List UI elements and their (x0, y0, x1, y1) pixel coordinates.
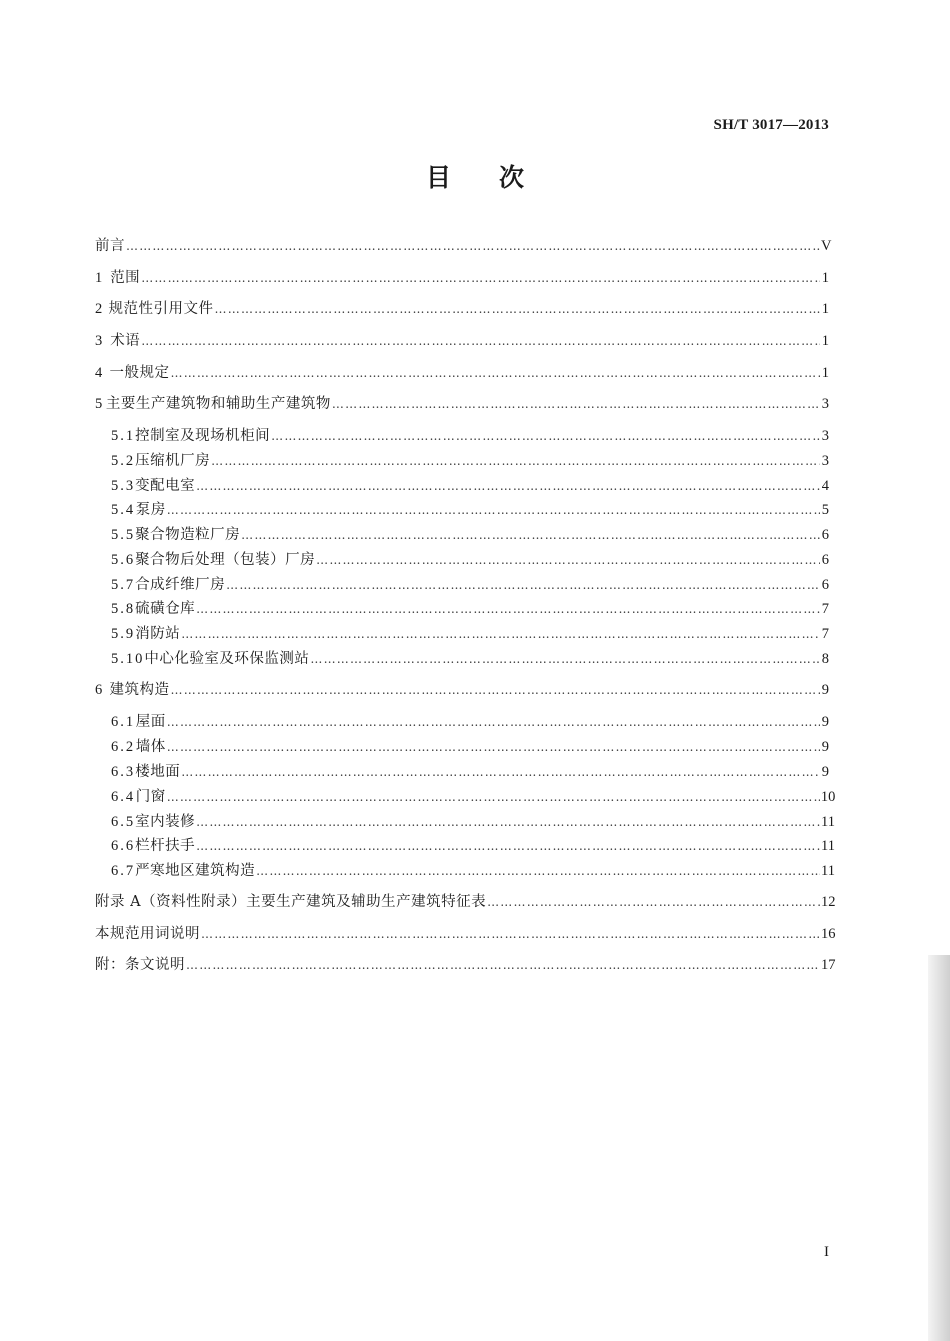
toc-dot-leader (167, 785, 820, 809)
toc-entry-page: 1 (821, 365, 829, 381)
toc-entry-number: 5.8 (111, 601, 136, 617)
toc-entry-number: 1 (95, 270, 103, 286)
toc-entry-page: 9 (821, 714, 829, 730)
toc-entry[interactable] (95, 234, 832, 258)
toc-entry-label: 室内装修 (135, 814, 196, 830)
toc-entry-label: 消防站 (135, 626, 181, 642)
toc-dot-leader (167, 735, 820, 759)
toc-entry-page: 16 (821, 926, 836, 942)
toc-entry-number: 6.3 (111, 764, 136, 780)
page-title: 目次 (425, 163, 572, 192)
toc-dot-leader (196, 474, 820, 498)
toc-entry[interactable] (95, 922, 836, 946)
toc-entry-label: 压缩机厂房 (135, 453, 211, 469)
toc-entry-label: 规范性引用文件 (108, 301, 214, 317)
toc-dot-leader (126, 234, 820, 258)
document-code: SH/T 3017—2013 (713, 117, 829, 133)
toc-dot-leader (186, 953, 820, 977)
toc-entry-label: 前言 (95, 238, 125, 254)
toc-entry-page: 12 (821, 894, 836, 910)
toc-dot-leader (196, 834, 820, 858)
toc-entry-number: 6.1 (111, 714, 136, 730)
toc-entry-page: 17 (821, 957, 836, 973)
toc-entry-number: 6.4 (111, 789, 136, 805)
toc-entry-number: 5.1 (111, 428, 136, 444)
toc-entry[interactable] (111, 785, 836, 809)
toc-entry-label: 门窗 (135, 789, 166, 805)
toc-entry-label: 聚合物后处理（包装）厂房 (135, 552, 316, 568)
toc-entry-number: 5.7 (111, 577, 136, 593)
toc-entry[interactable] (111, 424, 829, 448)
toc-entry-page: 11 (821, 814, 835, 830)
toc-dot-leader (196, 810, 820, 834)
toc-entry-number: 5 (95, 396, 103, 412)
toc-entry-number: 6.6 (111, 838, 136, 854)
toc-entry-label: 楼地面 (135, 764, 181, 780)
toc-entry-number: 6.7 (111, 863, 136, 879)
toc-entry-page: 3 (821, 428, 829, 444)
toc-entry-page: 11 (821, 863, 835, 879)
toc-entry-label: 建筑构造 (109, 682, 170, 698)
toc-dot-leader (211, 449, 820, 473)
toc-entry-page: 8 (821, 651, 829, 667)
toc-entry-label: 一般规定 (109, 365, 170, 381)
toc-entry[interactable] (95, 329, 829, 353)
toc-entry-label: 栏杆扶手 (135, 838, 196, 854)
toc-entry-number: 5.2 (111, 453, 136, 469)
toc-dot-leader (141, 266, 820, 290)
toc-dot-leader (487, 890, 820, 914)
toc-entry[interactable] (95, 890, 836, 914)
toc-dot-leader (241, 523, 820, 547)
toc-entry-label: 范围 (110, 270, 141, 286)
toc-entry-label: 附录 A（资料性附录）主要生产建筑及辅助生产建筑特征表 (95, 894, 487, 910)
toc-entry-number: 4 (95, 365, 103, 381)
toc-entry-label: 严寒地区建筑构造 (135, 863, 256, 879)
toc-entry-page: 9 (821, 739, 829, 755)
toc-dot-leader (171, 361, 820, 385)
toc-entry[interactable] (111, 548, 829, 572)
toc-dot-leader (181, 760, 820, 784)
toc-entry-label: 硫磺仓库 (135, 601, 196, 617)
toc-entry[interactable] (111, 859, 835, 883)
toc-dot-leader (196, 597, 820, 621)
toc-entry-page: 6 (821, 527, 829, 543)
toc-entry[interactable] (111, 735, 829, 759)
toc-dot-leader (171, 678, 820, 702)
toc-entry-number: 5.4 (111, 502, 136, 518)
toc-entry-page: 7 (821, 626, 829, 642)
toc-entry[interactable] (111, 498, 829, 522)
toc-entry-page: V (821, 238, 832, 254)
toc-entry-page: 7 (821, 601, 829, 617)
toc-entry-label: 屋面 (135, 714, 166, 730)
toc-entry[interactable] (111, 573, 829, 597)
toc-entry-page: 6 (821, 577, 829, 593)
toc-entry-label: 合成纤维厂房 (135, 577, 226, 593)
toc-dot-leader (215, 297, 820, 321)
toc-dot-leader (310, 647, 820, 671)
toc-dot-leader (271, 424, 820, 448)
toc-dot-leader (141, 329, 820, 353)
toc-entry-number: 3 (95, 333, 103, 349)
toc-entry[interactable] (95, 392, 829, 416)
toc-dot-leader (256, 859, 820, 883)
toc-dot-leader (181, 622, 820, 646)
toc-entry-number: 5.6 (111, 552, 136, 568)
toc-entry-page: 4 (821, 478, 829, 494)
toc-dot-leader (316, 548, 820, 572)
toc-entry[interactable] (95, 953, 836, 977)
toc-entry[interactable] (111, 523, 829, 547)
toc-entry[interactable] (111, 810, 835, 834)
toc-entry[interactable] (111, 760, 829, 784)
toc-entry-page: 1 (821, 301, 829, 317)
toc-entry-number: 2 (95, 301, 103, 317)
toc-entry-page: 6 (821, 552, 829, 568)
toc-entry-label: 附：条文说明 (95, 957, 185, 973)
toc-entry-page: 9 (821, 764, 829, 780)
toc-entry-label: 墙体 (135, 739, 166, 755)
toc-entry-label: 中心化验室及环保监测站 (144, 651, 310, 667)
scan-edge-shadow (928, 955, 950, 1341)
toc-entry-label: 本规范用词说明 (95, 926, 200, 942)
toc-dot-leader (167, 498, 820, 522)
page-number: I (824, 1244, 829, 1260)
toc-entry-page: 11 (821, 838, 835, 854)
toc-entry-page: 10 (820, 789, 836, 805)
toc-entry[interactable] (111, 474, 829, 498)
toc-entry[interactable] (95, 361, 829, 385)
toc-entry[interactable] (111, 449, 829, 473)
toc-entry-number: 6.5 (111, 814, 136, 830)
toc-entry-number: 6.2 (111, 739, 136, 755)
toc-entry-label: 主要生产建筑物和辅助生产建筑物 (105, 396, 331, 412)
toc-entry[interactable] (111, 597, 829, 621)
toc-entry-number: 6 (95, 682, 103, 698)
toc-entry-page: 3 (821, 396, 829, 412)
toc-entry[interactable] (111, 622, 829, 646)
toc-entry[interactable] (111, 647, 829, 671)
toc-entry[interactable] (111, 834, 835, 858)
toc-entry-label: 术语 (110, 333, 141, 349)
toc-entry-number: 5.10 (111, 651, 145, 667)
toc-entry[interactable] (111, 710, 829, 734)
toc-entry-number: 5.5 (111, 527, 136, 543)
toc-dot-leader (332, 392, 820, 416)
toc-entry[interactable] (95, 297, 829, 321)
toc-entry-page: 1 (821, 270, 829, 286)
toc-entry-page: 9 (821, 682, 829, 698)
toc-entry-label: 聚合物造粒厂房 (135, 527, 241, 543)
toc-entry[interactable] (95, 678, 829, 702)
toc-entry[interactable] (95, 266, 829, 290)
toc-entry-number: 5.3 (111, 478, 136, 494)
toc-entry-label: 变配电室 (135, 478, 196, 494)
toc-entry-label: 控制室及现场机柜间 (135, 428, 271, 444)
toc-entry-page: 3 (821, 453, 829, 469)
toc-entry-page: 1 (821, 333, 829, 349)
toc-entry-label: 泵房 (135, 502, 166, 518)
toc-dot-leader (167, 710, 820, 734)
toc-entry-page: 5 (821, 502, 829, 518)
toc-entry-number: 5.9 (111, 626, 136, 642)
toc-dot-leader (226, 573, 820, 597)
toc-dot-leader (201, 922, 820, 946)
